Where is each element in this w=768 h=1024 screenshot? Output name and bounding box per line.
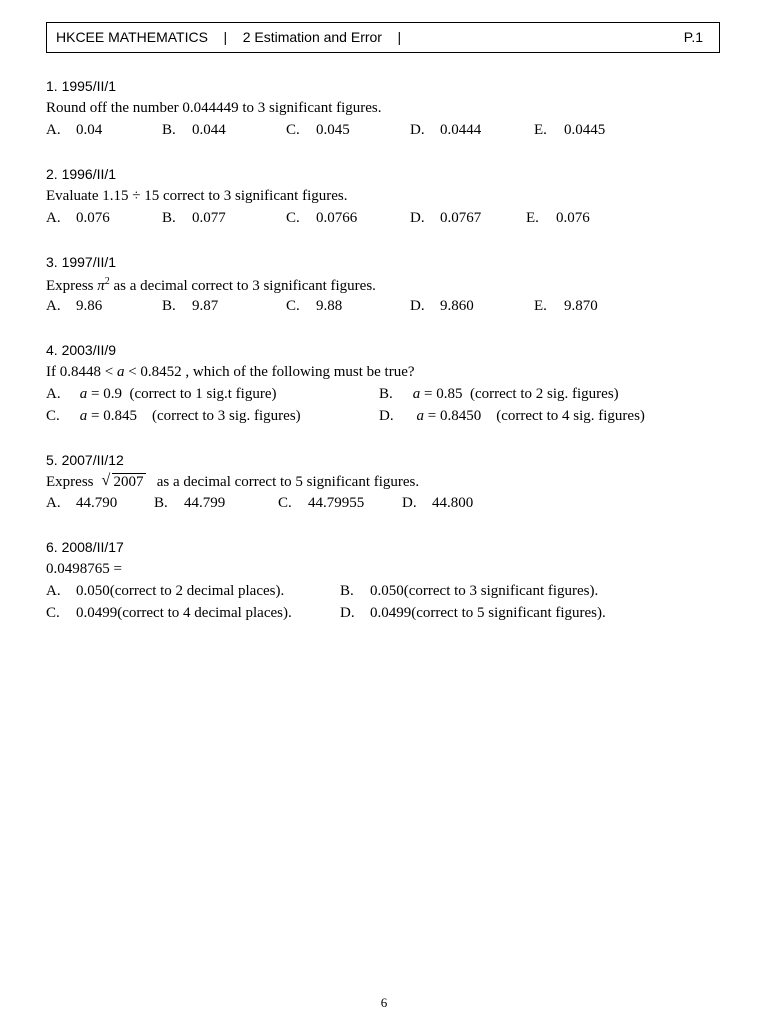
option-a: A. 0.050(correct to 2 decimal places).	[46, 583, 285, 599]
question-3-stem: Express $\pi^2$ as a decimal correct to 3 significant figures.	[46, 276, 376, 294]
question-4-stem: If 0.8448 < a < 0.8452 , which of the following must be true?	[46, 364, 415, 380]
option-b: B. a = 0.85 (correct to 2 sig. figures)	[379, 386, 619, 402]
question-6-options-row-1	[0, 583, 768, 603]
question-2-title: 2. 1996/II/1	[46, 166, 117, 182]
question-2-options	[0, 210, 768, 230]
pi-symbol: π	[97, 278, 105, 294]
option-c: C. 0.045	[286, 122, 350, 138]
option-e: E. 0.076	[526, 210, 590, 226]
option-e: E. 9.870	[534, 298, 598, 314]
option-c: C. a = 0.845 (correct to 3 sig. figures)	[46, 408, 301, 424]
page-header	[46, 22, 720, 53]
question-2-stem: Evaluate 1.15 ÷ 15 correct to 3 significant figures.	[46, 188, 348, 204]
option-e: E. 0.0445	[534, 122, 606, 138]
question-1-options	[0, 122, 768, 142]
question-1-title: 1. 1995/II/1	[46, 78, 117, 94]
option-a: A. 9.86	[46, 298, 103, 314]
question-4-options-row-2	[0, 408, 768, 428]
option-b: B. 0.050(correct to 3 significant figures).	[340, 583, 599, 599]
header-title: HKCEE MATHEMATICS | 2 Estimation and Error |	[56, 29, 402, 45]
option-a: A. 0.04	[46, 122, 103, 138]
question-5-options	[0, 495, 768, 515]
option-a: A. 0.076	[46, 210, 110, 226]
square-root-expression: √ 2007	[101, 472, 144, 490]
question-6-options-row-2	[0, 605, 768, 625]
option-b: B. 44.799	[154, 495, 226, 511]
question-4-title: 4. 2003/II/9	[46, 342, 117, 358]
option-d: D. 9.860	[410, 298, 474, 314]
question-5-stem: Express √ 2007 as a decimal correct to 5 significant figures.	[46, 472, 420, 490]
option-b: B. 9.87	[162, 298, 219, 314]
option-d: D. 44.800	[402, 495, 474, 511]
option-c: C. 9.88	[286, 298, 343, 314]
question-6-stem: 0.0498765 =	[46, 561, 122, 577]
square-root-icon: √	[101, 472, 111, 489]
question-1-stem: Round off the number 0.044449 to 3 significant figures.	[46, 100, 382, 116]
question-3-title: 3. 1997/II/1	[46, 254, 117, 270]
question-3-options	[0, 298, 768, 318]
question-4-options-row-1	[0, 386, 768, 406]
option-d: D. 0.0444	[410, 122, 482, 138]
option-b: B. 0.077	[162, 210, 226, 226]
option-b: B. 0.044	[162, 122, 226, 138]
option-d: D. a = 0.8450 (correct to 4 sig. figures)	[379, 408, 645, 424]
header-page-label: P.1	[683, 29, 703, 45]
page-number: 6	[380, 995, 388, 1010]
option-c: C. 0.0766	[286, 210, 358, 226]
option-a: A. a = 0.9 (correct to 1 sig.t figure)	[46, 386, 277, 402]
option-c: C. 0.0499(correct to 4 decimal places).	[46, 605, 292, 621]
option-c: C. 44.79955	[278, 495, 365, 511]
option-d: D. 0.0767	[410, 210, 482, 226]
question-5-title: 5. 2007/II/12	[46, 452, 124, 468]
option-d: D. 0.0499(correct to 5 significant figures).	[340, 605, 606, 621]
question-6-title: 6. 2008/II/17	[46, 539, 124, 555]
option-a: A. 44.790	[46, 495, 118, 511]
